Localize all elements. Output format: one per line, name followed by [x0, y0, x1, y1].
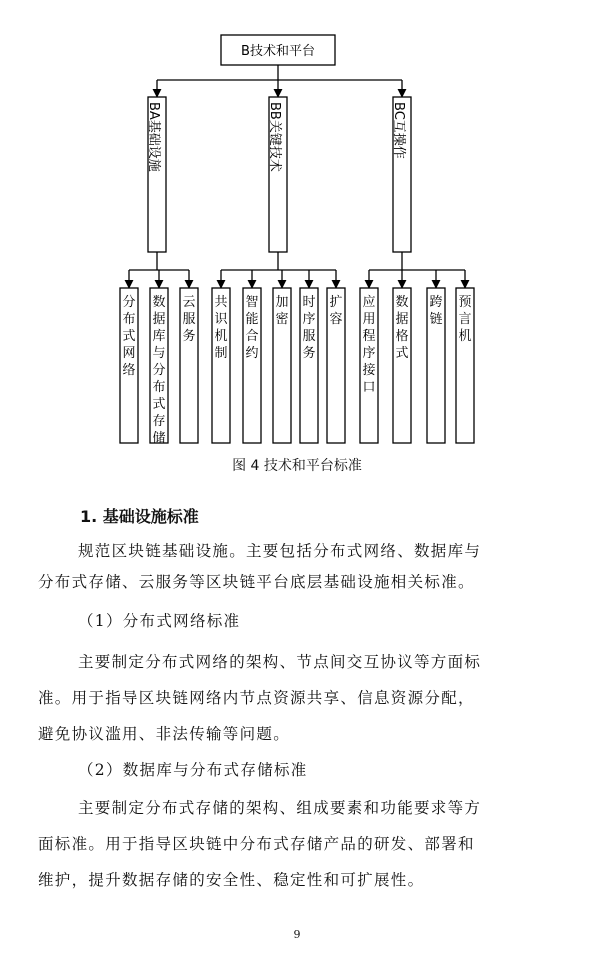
- root-node-label: B技术和平台: [241, 44, 315, 59]
- subsection-heading: （1）分布式网络标准: [78, 612, 241, 630]
- leaf-node-label-distributed-network: 分布式网络: [122, 295, 136, 378]
- paragraph-line: 规范区块链基础设施。主要包括分布式网络、数据库与: [78, 542, 482, 560]
- leaf-nodes: [120, 288, 474, 443]
- leaf-node-label-consensus: 共识机制: [214, 295, 228, 361]
- paragraph-line: 主要制定分布式存储的架构、组成要素和功能要求等方: [78, 799, 482, 817]
- leaf-node-label-timing-service: 时序服务: [302, 295, 316, 361]
- group-node-label-ba: BA基础设施: [146, 102, 161, 172]
- leaf-node-label-database-storage: 数据库与分布式存储: [152, 295, 166, 446]
- leaf-node-label-data-format: 数据格式: [395, 295, 409, 361]
- standards-tree-diagram: [0, 0, 594, 450]
- leaf-node-label-scaling: 扩容: [329, 295, 343, 327]
- subsection-heading: （2）数据库与分布式存储标准: [78, 761, 308, 779]
- group-node-label-bc: BC互操作: [391, 102, 406, 159]
- paragraph-line: 维护，提升数据存储的安全性、稳定性和可扩展性。: [38, 871, 425, 889]
- leaf-node-label-encryption: 加密: [275, 295, 289, 327]
- leaf-node-label-oracle: 预言机: [458, 295, 472, 344]
- leaf-node-label-api: 应用程序接口: [362, 295, 376, 395]
- group-node-label-bb: BB关键技术: [267, 102, 282, 172]
- leaf-node-label-cross-chain: 跨链: [429, 295, 443, 327]
- section-heading: 1. 基础设施标准: [80, 507, 199, 526]
- figure-caption: 图 4 技术和平台标准: [232, 458, 362, 474]
- paragraph-line: 面标准。用于指导区块链中分布式存储产品的研发、部署和: [38, 835, 475, 853]
- paragraph-line: 主要制定分布式网络的架构、节点间交互协议等方面标: [78, 653, 482, 671]
- paragraph-line: 准。用于指导区块链网络内节点资源共享、信息资源分配，: [38, 689, 475, 707]
- paragraph-line: 避免协议滥用、非法传输等问题。: [38, 725, 291, 743]
- page-number: 9: [293, 928, 301, 941]
- leaf-node-label-cloud-service: 云服务: [182, 295, 196, 344]
- leaf-node-label-smart-contract: 智能合约: [245, 295, 259, 361]
- paragraph-line: 分布式存储、云服务等区块链平台底层基础设施相关标准。: [38, 573, 475, 591]
